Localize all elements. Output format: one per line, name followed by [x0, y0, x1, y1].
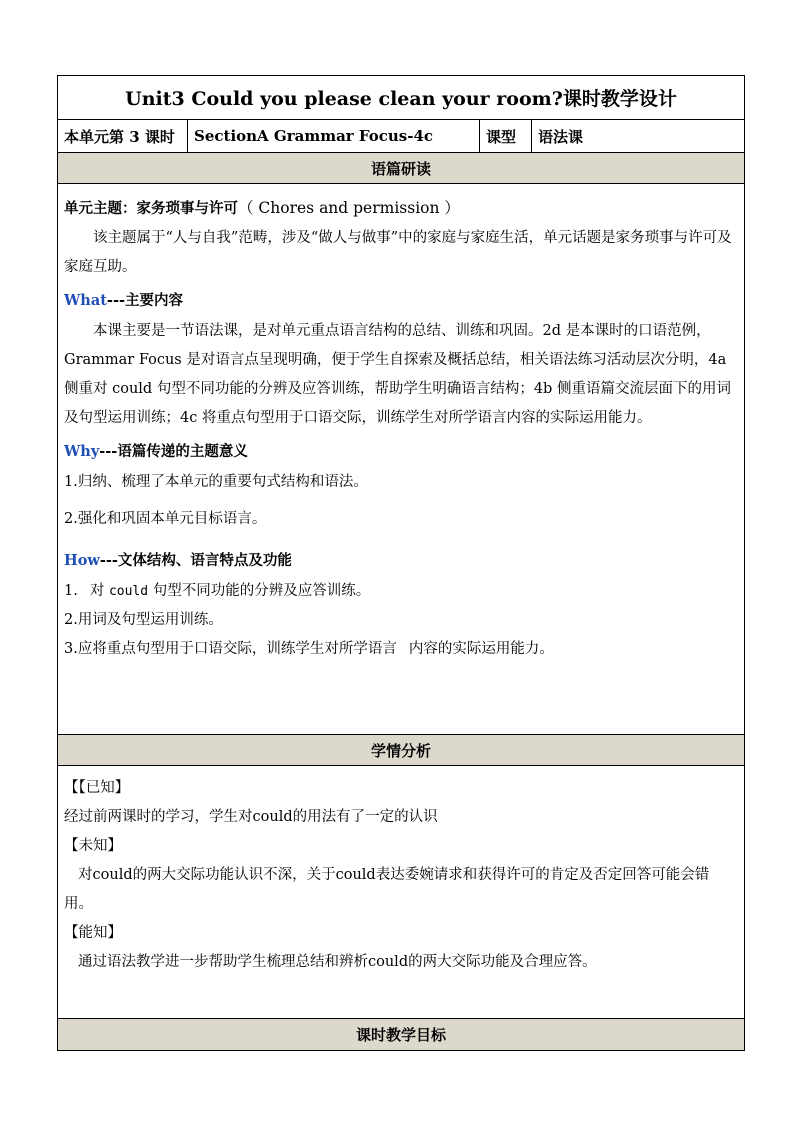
how-heading — [64, 546, 738, 575]
lesson-plan-table — [57, 75, 745, 1051]
lesson-type-value: 语法课 — [532, 120, 745, 153]
able-text: 通过语法教学进一步帮助学生梳理总结和辨析could的两大交际功能及合理应答。 — [78, 954, 597, 970]
how-item-3-part-a: 3.应将重点句型用于口语交际，训练学生对所学语言 — [64, 641, 397, 657]
able-label: 【能知】 — [64, 925, 122, 941]
how-item-1 — [64, 577, 738, 606]
theme-english: （ Chores and permission ） — [238, 199, 460, 217]
learner-body — [58, 766, 745, 1019]
how-item-1-post: 句型不同功能的分辨及应答训练。 — [148, 583, 371, 599]
theme-description: 该主题属于“人与自我”范畴，涉及“做人与做事”中的家庭与家庭生活，单元话题是家务琐事与许可及家庭互助。 — [64, 230, 732, 275]
lesson-type-label: 课型 — [480, 120, 532, 153]
what-prefix: What — [64, 292, 107, 309]
how-title: ---文体结构、语言特点及功能 — [99, 552, 292, 569]
what-heading — [64, 286, 738, 315]
lesson-number: 本单元第 3 课时 — [58, 120, 188, 153]
how-item-1-code: could — [108, 584, 149, 599]
why-item-1: 1.归纳、梳理了本单元的重要句式结构和语法。 — [64, 474, 368, 490]
lesson-plan-sheet — [57, 75, 744, 1051]
learner-band: 学情分析 — [58, 735, 745, 766]
unknown-label: 【未知】 — [64, 838, 122, 854]
known-text: 经过前两课时的学习，学生对could的用法有了一定的认识 — [64, 809, 438, 825]
why-heading — [64, 437, 738, 466]
how-item-3-part-b: 内容的实际运用能力。 — [408, 641, 554, 657]
why-title: ---语篇传递的主题意义 — [99, 443, 248, 460]
reading-body — [58, 184, 745, 735]
what-title: ---主要内容 — [106, 292, 183, 309]
what-body: 本课主要是一节语法课，是对单元重点语言结构的总结、训练和巩固。2d 是本课时的口语范例，Grammar Focus 是对语言点呈现明确，便于学生自探索及概括总结，相关语法练习活动层次分明，4a 侧重对 could 句型不同功能的分辨及应答训练，帮助学生明确语言结构；4b 侧重语篇交流层面下的用词及句型运用训练；4c 将重点句型用于口语交际，训练学生对所学语言内容的实际运用能力。 — [64, 323, 731, 426]
why-prefix: Why — [64, 443, 100, 460]
how-item-1-pre: 对 — [89, 583, 109, 599]
reading-band: 语篇研读 — [58, 153, 745, 184]
how-item-3 — [64, 635, 738, 664]
theme-label: 单元主题：家务琐事与许可 — [64, 200, 238, 217]
why-item-2: 2.强化和巩固本单元目标语言。 — [64, 511, 267, 527]
document-title: Unit3 Could you please clean your room?课时教学设计 — [58, 76, 745, 120]
how-item-2: 2.用词及句型运用训练。 — [64, 612, 223, 628]
known-label: 【【已知】 — [64, 780, 130, 796]
how-item-1-number: 1. — [64, 583, 78, 599]
objectives-band: 课时教学目标 — [58, 1019, 745, 1051]
section-name: SectionA Grammar Focus-4c — [188, 120, 480, 153]
how-prefix: How — [64, 552, 100, 569]
unknown-text: 对could的两大交际功能认识不深，关于could表达委婉请求和获得许可的肯定及否定回答可能会错用。 — [64, 867, 710, 912]
info-row — [58, 120, 745, 153]
